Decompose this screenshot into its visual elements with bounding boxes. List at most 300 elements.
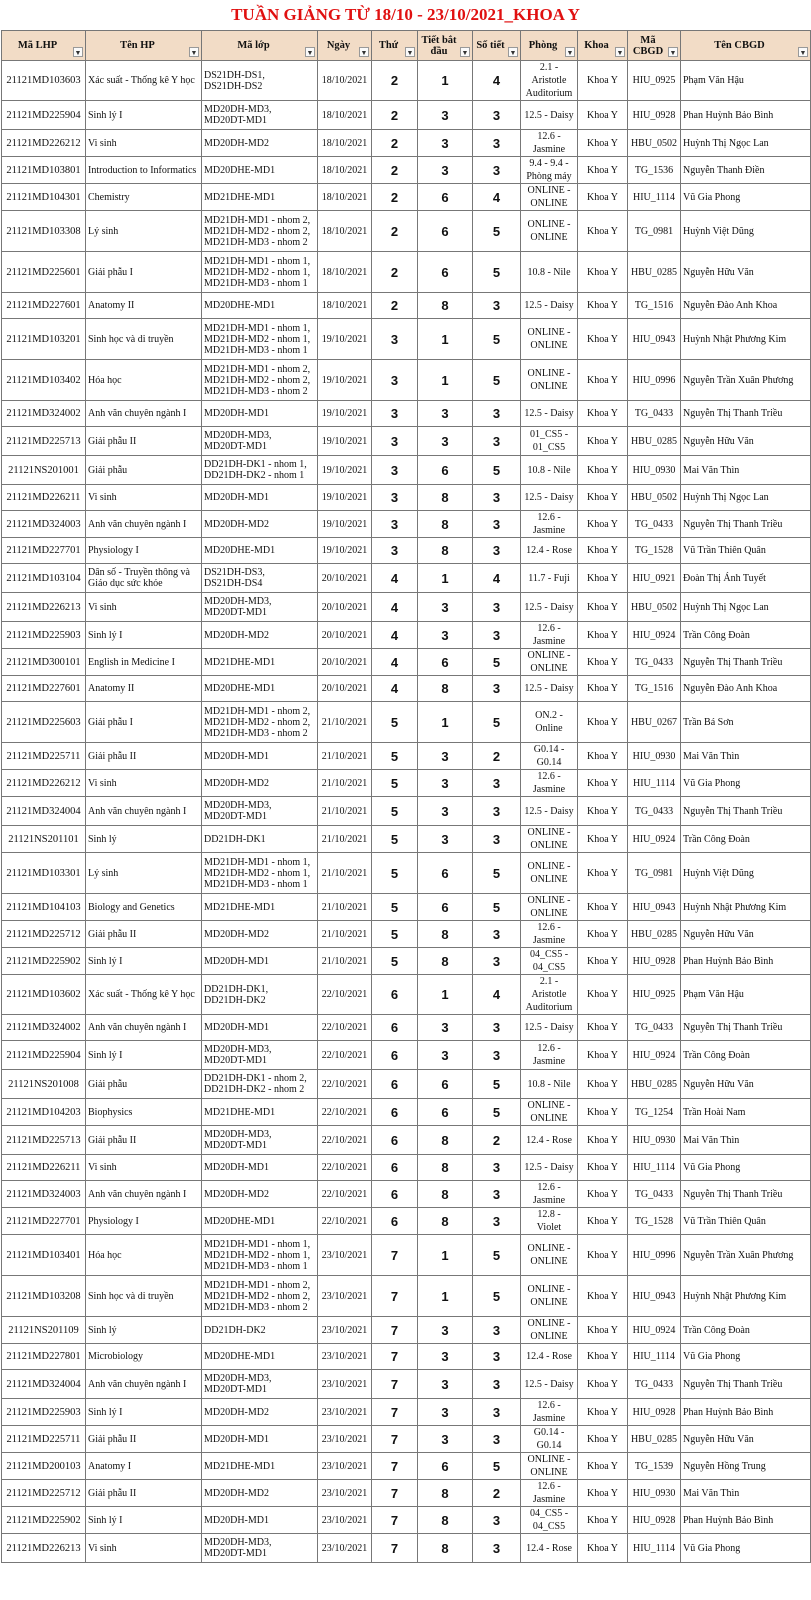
- table-row: [2, 1099, 811, 1126]
- cell-ngay: 23/10/2021: [318, 1426, 372, 1453]
- cell-thu: 6: [372, 1015, 418, 1041]
- cell-ma-lhp: 21121MD324002: [2, 1015, 86, 1041]
- cell-khoa: Khoa Y: [578, 894, 628, 921]
- cell-ten-cbgd: Phan Huỳnh Bảo Bình: [681, 1399, 811, 1426]
- cell-tiet-bat-dau: 3: [418, 101, 473, 130]
- cell-ma-lop: MD20DH-MD2: [202, 1480, 318, 1507]
- cell-phong: ONLINE - ONLINE: [521, 853, 578, 894]
- dropdown-filter-icon[interactable]: ▼: [566, 49, 574, 57]
- cell-phong: 01_CS5 - 01_CS5: [521, 427, 578, 456]
- cell-ma-lop: MD20DH-MD1: [202, 743, 318, 770]
- cell-ma-cbgd: HBU_0502: [628, 485, 681, 511]
- cell-phong: 12.4 - Rose: [521, 1344, 578, 1370]
- cell-ma-cbgd: HIU_0928: [628, 1507, 681, 1534]
- cell-phong: ONLINE - ONLINE: [521, 894, 578, 921]
- cell-ma-lhp: 21121MD324003: [2, 511, 86, 538]
- cell-tiet-bat-dau: 1: [418, 564, 473, 593]
- cell-ngay: 19/10/2021: [318, 538, 372, 564]
- dropdown-filter-icon[interactable]: ▼: [406, 49, 414, 57]
- cell-ma-lhp: 21121MD225903: [2, 1399, 86, 1426]
- cell-ten-hp: Anh văn chuyên ngành I: [86, 1181, 202, 1208]
- cell-ten-hp: Chemistry: [86, 184, 202, 211]
- cell-ma-lop: MD20DH-MD2: [202, 511, 318, 538]
- cell-ngay: 18/10/2021: [318, 211, 372, 252]
- table-row: [2, 1276, 811, 1317]
- cell-ma-cbgd: HIU_0924: [628, 1317, 681, 1344]
- cell-so-tiet: 4: [473, 564, 521, 593]
- cell-ten-hp: Vi sinh: [86, 770, 202, 797]
- cell-khoa: Khoa Y: [578, 1126, 628, 1155]
- cell-ma-lop: MD20DH-MD1: [202, 1015, 318, 1041]
- dropdown-filter-icon[interactable]: ▼: [669, 49, 677, 57]
- cell-ten-hp: Sinh học và di truyền: [86, 319, 202, 360]
- cell-khoa: Khoa Y: [578, 1534, 628, 1563]
- cell-so-tiet: 3: [473, 770, 521, 797]
- cell-tiet-bat-dau: 8: [418, 1208, 473, 1235]
- col-header-ten-cbgd: Tên CBGD ▼: [681, 31, 811, 61]
- cell-ma-lhp: 21121MD225904: [2, 1041, 86, 1070]
- cell-ten-hp: Xác suất - Thống kê Y học: [86, 975, 202, 1015]
- cell-ten-cbgd: Vũ Gia Phong: [681, 184, 811, 211]
- cell-ma-lop: MD20DH-MD1: [202, 948, 318, 975]
- cell-ma-cbgd: HBU_0502: [628, 593, 681, 622]
- cell-so-tiet: 5: [473, 1453, 521, 1480]
- cell-ma-cbgd: TG_1536: [628, 157, 681, 184]
- cell-phong: 12.6 - Jasmine: [521, 1181, 578, 1208]
- cell-ngay: 22/10/2021: [318, 975, 372, 1015]
- cell-khoa: Khoa Y: [578, 211, 628, 252]
- cell-ngay: 21/10/2021: [318, 770, 372, 797]
- cell-thu: 3: [372, 360, 418, 401]
- cell-ma-cbgd: TG_1516: [628, 676, 681, 702]
- table-row: [2, 1534, 811, 1563]
- cell-so-tiet: 3: [473, 1534, 521, 1563]
- cell-phong: 12.6 - Jasmine: [521, 1041, 578, 1070]
- cell-ten-hp: English in Medicine I: [86, 649, 202, 676]
- cell-khoa: Khoa Y: [578, 1507, 628, 1534]
- cell-ma-lhp: 21121NS201008: [2, 1070, 86, 1099]
- table-row: [2, 61, 811, 101]
- cell-ma-lhp: 21121MD104103: [2, 894, 86, 921]
- cell-ten-cbgd: Phạm Văn Hậu: [681, 61, 811, 101]
- cell-so-tiet: 5: [473, 853, 521, 894]
- cell-ma-cbgd: HBU_0502: [628, 130, 681, 157]
- cell-ten-cbgd: Trần Công Đoàn: [681, 826, 811, 853]
- cell-ten-cbgd: Nguyễn Thị Thanh Triều: [681, 511, 811, 538]
- cell-ma-lhp: 21121NS201109: [2, 1317, 86, 1344]
- cell-ma-lhp: 21121MD103602: [2, 975, 86, 1015]
- cell-ma-lhp: 21121MD103801: [2, 157, 86, 184]
- table-row: [2, 1208, 811, 1235]
- cell-ma-lop: MD20DH-MD2: [202, 622, 318, 649]
- cell-so-tiet: 3: [473, 1426, 521, 1453]
- cell-so-tiet: 3: [473, 1370, 521, 1399]
- table-row: [2, 130, 811, 157]
- cell-tiet-bat-dau: 3: [418, 593, 473, 622]
- table-row: [2, 1317, 811, 1344]
- cell-tiet-bat-dau: 3: [418, 770, 473, 797]
- cell-phong: 12.6 - Jasmine: [521, 130, 578, 157]
- table-row: [2, 1480, 811, 1507]
- cell-ten-hp: Giải phẫu II: [86, 921, 202, 948]
- cell-ma-lop: MD20DHE-MD1: [202, 157, 318, 184]
- table-row: [2, 702, 811, 743]
- cell-ma-lhp: 21121MD227701: [2, 538, 86, 564]
- cell-ma-lop: MD20DHE-MD1: [202, 538, 318, 564]
- cell-ngay: 23/10/2021: [318, 1399, 372, 1426]
- cell-ma-lop: MD21DH-MD1 - nhom 2, MD21DH-MD2 - nhom 2, MD21DH-MD3 - nhom 2: [202, 211, 318, 252]
- col-header-ngay: Ngày ▼: [318, 31, 372, 61]
- cell-ten-hp: Sinh học và di truyền: [86, 1276, 202, 1317]
- cell-ngay: 18/10/2021: [318, 130, 372, 157]
- cell-ma-cbgd: HIU_0924: [628, 826, 681, 853]
- dropdown-filter-icon[interactable]: ▼: [616, 49, 624, 57]
- cell-ten-cbgd: Phan Huỳnh Bảo Bình: [681, 101, 811, 130]
- table-row: [2, 1041, 811, 1070]
- cell-thu: 5: [372, 770, 418, 797]
- cell-tiet-bat-dau: 1: [418, 319, 473, 360]
- cell-phong: ONLINE - ONLINE: [521, 1099, 578, 1126]
- cell-ma-cbgd: TG_1254: [628, 1099, 681, 1126]
- cell-khoa: Khoa Y: [578, 1099, 628, 1126]
- cell-ma-lop: MD21DH-MD1 - nhom 1, MD21DH-MD2 - nhom 1, MD21DH-MD3 - nhom 1: [202, 853, 318, 894]
- cell-khoa: Khoa Y: [578, 921, 628, 948]
- cell-ma-lhp: 21121MD225601: [2, 252, 86, 293]
- dropdown-filter-icon[interactable]: ▼: [74, 49, 82, 57]
- cell-phong: 12.5 - Daisy: [521, 401, 578, 427]
- cell-ma-cbgd: TG_0433: [628, 649, 681, 676]
- cell-ten-cbgd: Nguyễn Trần Xuân Phương: [681, 1235, 811, 1276]
- cell-phong: 12.4 - Rose: [521, 538, 578, 564]
- cell-ma-lop: DD21DH-DK1: [202, 826, 318, 853]
- cell-ngay: 22/10/2021: [318, 1015, 372, 1041]
- cell-tiet-bat-dau: 8: [418, 1155, 473, 1181]
- cell-ma-lop: MD20DH-MD1: [202, 1426, 318, 1453]
- cell-so-tiet: 5: [473, 456, 521, 485]
- cell-phong: G0.14 - G0.14: [521, 1426, 578, 1453]
- cell-ma-lop: MD21DHE-MD1: [202, 649, 318, 676]
- cell-ten-cbgd: Nguyễn Đào Anh Khoa: [681, 293, 811, 319]
- cell-ma-lop: MD20DH-MD3, MD20DT-MD1: [202, 797, 318, 826]
- cell-tiet-bat-dau: 8: [418, 1126, 473, 1155]
- cell-ten-hp: Anatomy II: [86, 676, 202, 702]
- cell-thu: 7: [372, 1399, 418, 1426]
- cell-ma-cbgd: HIU_1114: [628, 1534, 681, 1563]
- cell-ten-cbgd: Trần Công Đoàn: [681, 622, 811, 649]
- table-row: [2, 743, 811, 770]
- cell-ma-lhp: 21121MD226212: [2, 770, 86, 797]
- page-title: TUẦN GIẢNG TỪ 18/10 - 23/10/2021_KHOA Y: [231, 5, 580, 24]
- cell-ma-lop: MD20DH-MD3, MD20DT-MD1: [202, 1370, 318, 1399]
- cell-thu: 4: [372, 564, 418, 593]
- cell-ma-cbgd: HIU_0930: [628, 456, 681, 485]
- table-row: [2, 1015, 811, 1041]
- cell-thu: 7: [372, 1453, 418, 1480]
- dropdown-filter-icon[interactable]: ▼: [799, 49, 807, 57]
- cell-ma-lop: MD20DH-MD3, MD20DT-MD1: [202, 427, 318, 456]
- cell-khoa: Khoa Y: [578, 1041, 628, 1070]
- cell-khoa: Khoa Y: [578, 538, 628, 564]
- table-row: [2, 1426, 811, 1453]
- cell-ten-cbgd: Nguyễn Đào Anh Khoa: [681, 676, 811, 702]
- cell-tiet-bat-dau: 3: [418, 797, 473, 826]
- cell-ngay: 21/10/2021: [318, 948, 372, 975]
- cell-thu: 4: [372, 622, 418, 649]
- dropdown-filter-icon[interactable]: ▼: [190, 49, 198, 57]
- dropdown-filter-icon[interactable]: ▼: [509, 49, 517, 57]
- cell-tiet-bat-dau: 3: [418, 622, 473, 649]
- cell-ngay: 19/10/2021: [318, 360, 372, 401]
- cell-tiet-bat-dau: 8: [418, 921, 473, 948]
- cell-phong: ONLINE - ONLINE: [521, 319, 578, 360]
- cell-khoa: Khoa Y: [578, 319, 628, 360]
- cell-khoa: Khoa Y: [578, 1426, 628, 1453]
- cell-ngay: 20/10/2021: [318, 622, 372, 649]
- table-row: [2, 1399, 811, 1426]
- cell-phong: 12.6 - Jasmine: [521, 1480, 578, 1507]
- cell-thu: 7: [372, 1534, 418, 1563]
- cell-ten-cbgd: Huỳnh Việt Dũng: [681, 853, 811, 894]
- cell-ten-hp: Lý sinh: [86, 211, 202, 252]
- cell-phong: 04_CS5 - 04_CS5: [521, 948, 578, 975]
- cell-thu: 7: [372, 1370, 418, 1399]
- cell-so-tiet: 3: [473, 485, 521, 511]
- cell-thu: 7: [372, 1235, 418, 1276]
- cell-ten-cbgd: Mai Văn Thìn: [681, 1126, 811, 1155]
- cell-ten-hp: Xác suất - Thống kê Y học: [86, 61, 202, 101]
- cell-ten-hp: Giải phẫu II: [86, 1426, 202, 1453]
- cell-so-tiet: 2: [473, 1480, 521, 1507]
- cell-ma-lop: MD21DH-MD1 - nhom 2, MD21DH-MD2 - nhom 2, MD21DH-MD3 - nhom 2: [202, 360, 318, 401]
- dropdown-filter-icon[interactable]: ▼: [461, 49, 469, 57]
- cell-ngay: 18/10/2021: [318, 61, 372, 101]
- cell-ma-lhp: 21121MD103301: [2, 853, 86, 894]
- cell-ma-cbgd: HBU_0285: [628, 252, 681, 293]
- table-row: [2, 360, 811, 401]
- cell-ten-cbgd: Nguyễn Trần Xuân Phương: [681, 360, 811, 401]
- cell-tiet-bat-dau: 3: [418, 130, 473, 157]
- cell-ma-lhp: 21121MD225713: [2, 427, 86, 456]
- table-row: [2, 101, 811, 130]
- table-row: [2, 826, 811, 853]
- cell-so-tiet: 4: [473, 184, 521, 211]
- cell-tiet-bat-dau: 3: [418, 1041, 473, 1070]
- cell-so-tiet: 3: [473, 1208, 521, 1235]
- cell-thu: 4: [372, 649, 418, 676]
- table-row: [2, 1126, 811, 1155]
- cell-ma-cbgd: TG_0981: [628, 211, 681, 252]
- cell-ten-cbgd: Huỳnh Thị Ngọc Lan: [681, 593, 811, 622]
- cell-thu: 7: [372, 1507, 418, 1534]
- table-row: [2, 319, 811, 360]
- cell-tiet-bat-dau: 6: [418, 252, 473, 293]
- cell-khoa: Khoa Y: [578, 676, 628, 702]
- cell-ma-lhp: 21121MD104301: [2, 184, 86, 211]
- cell-ma-lop: MD20DH-MD3, MD20DT-MD1: [202, 1041, 318, 1070]
- cell-ten-hp: Giải phẫu II: [86, 1480, 202, 1507]
- cell-ten-hp: Physiology I: [86, 1208, 202, 1235]
- cell-tiet-bat-dau: 3: [418, 427, 473, 456]
- cell-ngay: 21/10/2021: [318, 826, 372, 853]
- cell-ma-lhp: 21121MD103308: [2, 211, 86, 252]
- cell-phong: 12.4 - Rose: [521, 1534, 578, 1563]
- cell-ma-cbgd: HIU_0928: [628, 1399, 681, 1426]
- cell-phong: 10.8 - Nile: [521, 456, 578, 485]
- cell-ten-hp: Vi sinh: [86, 130, 202, 157]
- cell-ten-hp: Anh văn chuyên ngành I: [86, 797, 202, 826]
- cell-khoa: Khoa Y: [578, 622, 628, 649]
- cell-thu: 6: [372, 1155, 418, 1181]
- cell-ngay: 22/10/2021: [318, 1208, 372, 1235]
- table-row: [2, 797, 811, 826]
- cell-ngay: 23/10/2021: [318, 1480, 372, 1507]
- cell-thu: 2: [372, 252, 418, 293]
- cell-phong: 12.6 - Jasmine: [521, 1399, 578, 1426]
- cell-ten-cbgd: Nguyễn Thị Thanh Triều: [681, 401, 811, 427]
- cell-ten-hp: Hóa học: [86, 1235, 202, 1276]
- cell-phong: 10.8 - Nile: [521, 1070, 578, 1099]
- cell-thu: 7: [372, 1276, 418, 1317]
- cell-thu: 6: [372, 1099, 418, 1126]
- col-header-phong: Phòng ▼: [521, 31, 578, 61]
- cell-ma-cbgd: TG_0433: [628, 797, 681, 826]
- table-row: [2, 948, 811, 975]
- cell-ten-hp: Introduction to Informatics: [86, 157, 202, 184]
- cell-ma-lhp: 21121MD225711: [2, 743, 86, 770]
- cell-khoa: Khoa Y: [578, 702, 628, 743]
- cell-ma-lop: MD20DH-MD2: [202, 921, 318, 948]
- cell-so-tiet: 3: [473, 948, 521, 975]
- cell-ten-cbgd: Vũ Gia Phong: [681, 770, 811, 797]
- col-header-so-tiet: Số tiết ▼: [473, 31, 521, 61]
- dropdown-filter-icon[interactable]: ▼: [360, 49, 368, 57]
- cell-ma-cbgd: TG_1539: [628, 1453, 681, 1480]
- cell-ten-hp: Giải phẫu II: [86, 1126, 202, 1155]
- cell-ten-hp: Vi sinh: [86, 485, 202, 511]
- cell-phong: 12.6 - Jasmine: [521, 511, 578, 538]
- cell-thu: 2: [372, 130, 418, 157]
- cell-ma-cbgd: TG_1528: [628, 538, 681, 564]
- cell-ten-cbgd: Mai Văn Thìn: [681, 456, 811, 485]
- cell-so-tiet: 3: [473, 921, 521, 948]
- cell-ten-cbgd: Nguyễn Hữu Văn: [681, 427, 811, 456]
- table-row: [2, 538, 811, 564]
- table-row: [2, 293, 811, 319]
- cell-tiet-bat-dau: 6: [418, 184, 473, 211]
- cell-ma-cbgd: HIU_0943: [628, 894, 681, 921]
- table-row: [2, 894, 811, 921]
- cell-ngay: 21/10/2021: [318, 743, 372, 770]
- cell-ngay: 22/10/2021: [318, 1099, 372, 1126]
- cell-so-tiet: 5: [473, 649, 521, 676]
- dropdown-filter-icon[interactable]: ▼: [306, 49, 314, 57]
- cell-tiet-bat-dau: 3: [418, 1317, 473, 1344]
- cell-ma-lhp: 21121MD324004: [2, 797, 86, 826]
- schedule-body: [2, 61, 811, 1563]
- cell-tiet-bat-dau: 8: [418, 485, 473, 511]
- cell-phong: ONLINE - ONLINE: [521, 1317, 578, 1344]
- cell-tiet-bat-dau: 6: [418, 211, 473, 252]
- cell-thu: 6: [372, 1181, 418, 1208]
- cell-phong: 12.4 - Rose: [521, 1126, 578, 1155]
- cell-ten-cbgd: Nguyễn Hữu Văn: [681, 1070, 811, 1099]
- cell-thu: 3: [372, 538, 418, 564]
- cell-tiet-bat-dau: 3: [418, 743, 473, 770]
- cell-ngay: 18/10/2021: [318, 184, 372, 211]
- cell-tiet-bat-dau: 1: [418, 975, 473, 1015]
- cell-ma-lhp: 21121MD227601: [2, 676, 86, 702]
- cell-thu: 4: [372, 593, 418, 622]
- cell-ten-cbgd: Nguyễn Hồng Trung: [681, 1453, 811, 1480]
- cell-so-tiet: 3: [473, 101, 521, 130]
- cell-phong: 12.5 - Daisy: [521, 797, 578, 826]
- cell-ten-hp: Sinh lý I: [86, 1041, 202, 1070]
- cell-ma-lop: MD20DHE-MD1: [202, 1344, 318, 1370]
- cell-ngay: 19/10/2021: [318, 319, 372, 360]
- cell-tiet-bat-dau: 6: [418, 1099, 473, 1126]
- cell-ten-cbgd: Vũ Trần Thiên Quân: [681, 538, 811, 564]
- cell-so-tiet: 3: [473, 1015, 521, 1041]
- cell-ngay: 18/10/2021: [318, 293, 372, 319]
- cell-ngay: 23/10/2021: [318, 1235, 372, 1276]
- cell-thu: 3: [372, 319, 418, 360]
- cell-ma-lhp: 21121MD103201: [2, 319, 86, 360]
- cell-ma-lhp: 21121MD225902: [2, 948, 86, 975]
- cell-ten-cbgd: Phan Huỳnh Bảo Bình: [681, 1507, 811, 1534]
- cell-ma-cbgd: HIU_1114: [628, 770, 681, 797]
- cell-ten-cbgd: Huỳnh Việt Dũng: [681, 211, 811, 252]
- cell-so-tiet: 3: [473, 427, 521, 456]
- cell-ma-lop: MD20DH-MD2: [202, 1181, 318, 1208]
- cell-phong: 12.5 - Daisy: [521, 101, 578, 130]
- cell-thu: 7: [372, 1426, 418, 1453]
- cell-so-tiet: 5: [473, 252, 521, 293]
- cell-ma-lhp: 21121MD324003: [2, 1181, 86, 1208]
- cell-so-tiet: 3: [473, 1344, 521, 1370]
- cell-so-tiet: 5: [473, 1276, 521, 1317]
- cell-ten-cbgd: Nguyễn Thanh Điền: [681, 157, 811, 184]
- cell-thu: 3: [372, 456, 418, 485]
- cell-khoa: Khoa Y: [578, 130, 628, 157]
- cell-ten-cbgd: Trần Công Đoàn: [681, 1041, 811, 1070]
- cell-khoa: Khoa Y: [578, 1399, 628, 1426]
- cell-khoa: Khoa Y: [578, 485, 628, 511]
- cell-phong: G0.14 - G0.14: [521, 743, 578, 770]
- cell-ten-hp: Vi sinh: [86, 1534, 202, 1563]
- cell-ngay: 19/10/2021: [318, 511, 372, 538]
- cell-ten-cbgd: Nguyễn Hữu Văn: [681, 921, 811, 948]
- cell-ten-cbgd: Nguyễn Thị Thanh Triều: [681, 1015, 811, 1041]
- table-row: [2, 853, 811, 894]
- cell-tiet-bat-dau: 3: [418, 1015, 473, 1041]
- cell-ma-lhp: 21121MD103402: [2, 360, 86, 401]
- cell-ma-cbgd: HIU_0921: [628, 564, 681, 593]
- cell-ma-lhp: 21121MD227801: [2, 1344, 86, 1370]
- cell-ma-lop: MD20DH-MD1: [202, 401, 318, 427]
- cell-so-tiet: 3: [473, 1181, 521, 1208]
- cell-thu: 5: [372, 894, 418, 921]
- cell-ma-lop: MD21DHE-MD1: [202, 894, 318, 921]
- cell-ten-cbgd: Nguyễn Thị Thanh Triều: [681, 797, 811, 826]
- cell-thu: 4: [372, 676, 418, 702]
- cell-thu: 5: [372, 826, 418, 853]
- cell-khoa: Khoa Y: [578, 1370, 628, 1399]
- cell-tiet-bat-dau: 1: [418, 61, 473, 101]
- cell-phong: 12.5 - Daisy: [521, 676, 578, 702]
- cell-thu: 3: [372, 485, 418, 511]
- cell-phong: 04_CS5 - 04_CS5: [521, 1507, 578, 1534]
- cell-ten-hp: Sinh lý: [86, 1317, 202, 1344]
